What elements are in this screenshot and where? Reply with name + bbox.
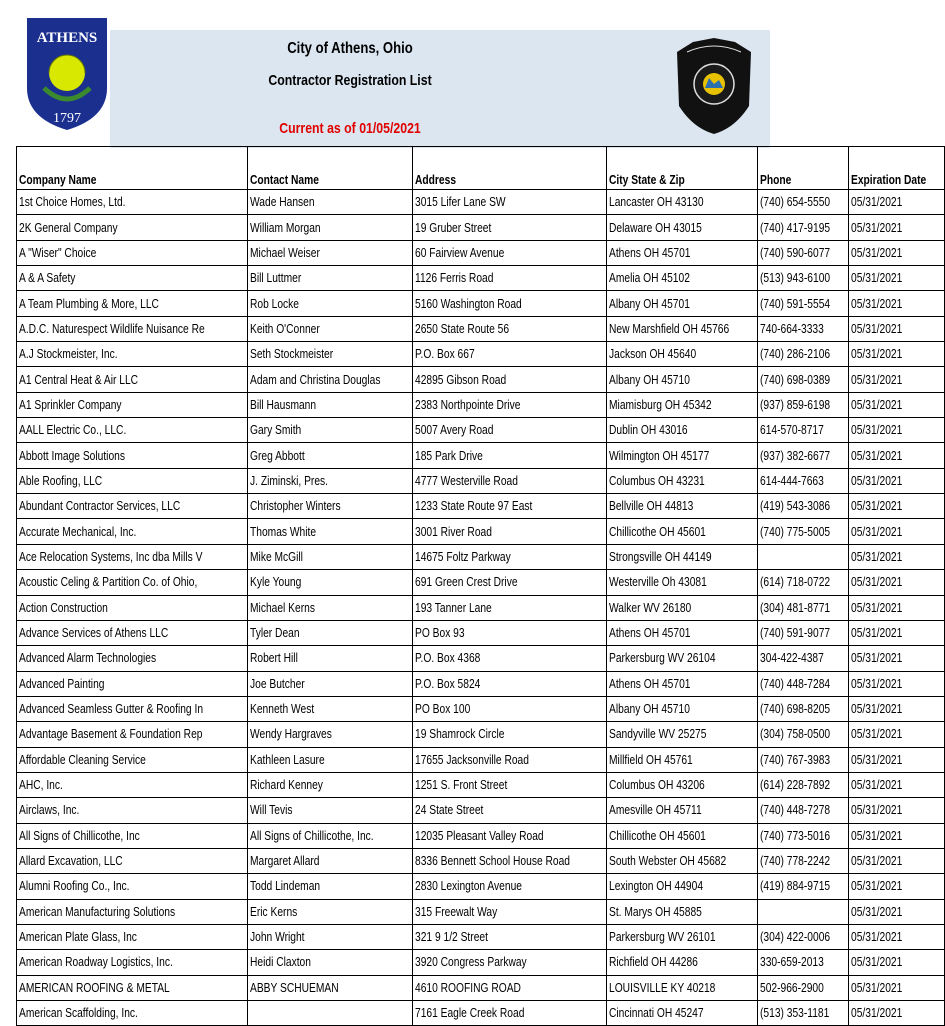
city-state-zip-cell: Athens OH 45701: [606, 620, 758, 645]
phone-cell: (740) 448-7284: [758, 671, 848, 696]
phone-cell: (740) 591-5554: [758, 291, 848, 316]
address-cell: 24 State Street: [412, 798, 606, 823]
company-name-cell: 2K General Company: [17, 215, 248, 240]
company-name-cell: Ace Relocation Systems, Inc dba Mills V: [17, 544, 248, 569]
contact-name-cell: Kenneth West: [248, 696, 412, 721]
table-row: [17, 899, 945, 924]
expiration-date-cell: 05/31/2021: [848, 240, 945, 265]
address-cell: PO Box 100: [412, 696, 606, 721]
expiration-date-cell: 05/31/2021: [848, 975, 945, 1000]
company-name-cell: A & A Safety: [17, 266, 248, 291]
expiration-date-cell: 05/31/2021: [848, 418, 945, 443]
expiration-date-cell: 05/31/2021: [848, 316, 945, 341]
table-row: [17, 190, 945, 215]
contractor-table: [16, 146, 945, 1026]
city-state-zip-cell: Chillicothe OH 45601: [606, 519, 758, 544]
company-name-cell: A.D.C. Naturespect Wildlife Nuisance Re: [17, 316, 248, 341]
page-title: City of Athens, Ohio: [287, 40, 413, 57]
phone-cell: (740) 773-5016: [758, 823, 848, 848]
table-row: [17, 646, 945, 671]
address-cell: 1251 S. Front Street: [412, 772, 606, 797]
table-row: [17, 443, 945, 468]
company-name-cell: Affordable Cleaning Service: [17, 747, 248, 772]
svg-text:ATHENS: ATHENS: [36, 30, 98, 46]
city-state-zip-cell: New Marshfield OH 45766: [606, 316, 758, 341]
city-state-zip-cell: St. Marys OH 45885: [606, 899, 758, 924]
phone-cell: (419) 543-3086: [758, 494, 848, 519]
table-row: [17, 240, 945, 265]
city-state-zip-cell: Amelia OH 45102: [606, 266, 758, 291]
city-state-zip-cell: LOUISVILLE KY 40218: [606, 975, 758, 1000]
expiration-date-cell: 05/31/2021: [848, 620, 945, 645]
phone-cell: 304-422-4387: [758, 646, 848, 671]
contact-name-cell: Wade Hansen: [248, 190, 412, 215]
svg-text:1797: 1797: [53, 111, 81, 126]
table-header-row: [17, 147, 945, 190]
contact-name-cell: Todd Lindeman: [248, 874, 412, 899]
expiration-date-cell: 05/31/2021: [848, 874, 945, 899]
city-state-zip-cell: South Webster OH 45682: [606, 848, 758, 873]
contact-name-cell: Adam and Christina Douglas: [248, 367, 412, 392]
address-cell: 3015 Lifer Lane SW: [412, 190, 606, 215]
address-cell: P.O. Box 667: [412, 342, 606, 367]
table-row: [17, 772, 945, 797]
company-name-cell: American Scaffolding, Inc.: [17, 1001, 248, 1026]
city-state-zip-cell: Amesville OH 45711: [606, 798, 758, 823]
address-cell: P.O. Box 5824: [412, 671, 606, 696]
address-cell: 2650 State Route 56: [412, 316, 606, 341]
table-body: [17, 190, 945, 1026]
company-name-cell: Advance Services of Athens LLC: [17, 620, 248, 645]
company-name-cell: A Team Plumbing & More, LLC: [17, 291, 248, 316]
contact-name-cell: J. Ziminski, Pres.: [248, 468, 412, 493]
expiration-date-cell: 05/31/2021: [848, 772, 945, 797]
expiration-date-cell: 05/31/2021: [848, 899, 945, 924]
phone-cell: (614) 228-7892: [758, 772, 848, 797]
expiration-date-cell: 05/31/2021: [848, 747, 945, 772]
address-cell: 5007 Avery Road: [412, 418, 606, 443]
expiration-date-cell: 05/31/2021: [848, 443, 945, 468]
table-row: [17, 975, 945, 1000]
address-cell: 19 Gruber Street: [412, 215, 606, 240]
expiration-date-cell: 05/31/2021: [848, 646, 945, 671]
table-row: [17, 722, 945, 747]
phone-cell: (513) 353-1181: [758, 1001, 848, 1026]
table-row: [17, 570, 945, 595]
phone-cell: 502-966-2900: [758, 975, 848, 1000]
city-state-zip-cell: Albany OH 45710: [606, 367, 758, 392]
contact-name-cell: John Wright: [248, 924, 412, 949]
company-name-cell: American Roadway Logistics, Inc.: [17, 950, 248, 975]
contact-name-cell: [248, 1001, 412, 1026]
table-row: [17, 544, 945, 569]
company-name-cell: American Manufacturing Solutions: [17, 899, 248, 924]
company-name-cell: Airclaws, Inc.: [17, 798, 248, 823]
city-state-zip-cell: Columbus OH 43206: [606, 772, 758, 797]
expiration-date-cell: 05/31/2021: [848, 215, 945, 240]
contact-name-cell: Robert Hill: [248, 646, 412, 671]
phone-cell: [758, 899, 848, 924]
address-cell: 691 Green Crest Drive: [412, 570, 606, 595]
phone-cell: (614) 718-0722: [758, 570, 848, 595]
page-subtitle: Contractor Registration List: [268, 72, 432, 89]
phone-cell: (937) 382-6677: [758, 443, 848, 468]
city-state-zip-cell: Albany OH 45710: [606, 696, 758, 721]
address-cell: 3001 River Road: [412, 519, 606, 544]
address-cell: 4777 Westerville Road: [412, 468, 606, 493]
address-cell: 17655 Jacksonville Road: [412, 747, 606, 772]
phone-cell: (740) 654-5550: [758, 190, 848, 215]
table-row: [17, 1001, 945, 1026]
table-row: [17, 823, 945, 848]
column-header-address: Address: [412, 147, 606, 190]
contact-name-cell: All Signs of Chillicothe, Inc.: [248, 823, 412, 848]
expiration-date-cell: 05/31/2021: [848, 570, 945, 595]
address-cell: 315 Freewalt Way: [412, 899, 606, 924]
city-state-zip-cell: Columbus OH 43231: [606, 468, 758, 493]
expiration-date-cell: 05/31/2021: [848, 494, 945, 519]
expiration-date-cell: 05/31/2021: [848, 291, 945, 316]
expiration-date-cell: 05/31/2021: [848, 190, 945, 215]
contact-name-cell: Heidi Claxton: [248, 950, 412, 975]
expiration-date-cell: 05/31/2021: [848, 696, 945, 721]
table-row: [17, 266, 945, 291]
column-header-phone: Phone: [758, 147, 848, 190]
city-state-zip-cell: Miamisburg OH 45342: [606, 392, 758, 417]
company-name-cell: American Plate Glass, Inc: [17, 924, 248, 949]
address-cell: 2383 Northpointe Drive: [412, 392, 606, 417]
address-cell: 5160 Washington Road: [412, 291, 606, 316]
table-row: [17, 392, 945, 417]
table-row: [17, 924, 945, 949]
column-header-contact: Contact Name: [248, 147, 412, 190]
company-name-cell: Action Construction: [17, 595, 248, 620]
table-row: [17, 696, 945, 721]
table-row: [17, 747, 945, 772]
phone-cell: (419) 884-9715: [758, 874, 848, 899]
phone-cell: (740) 590-6077: [758, 240, 848, 265]
contact-name-cell: Wendy Hargraves: [248, 722, 412, 747]
address-cell: 60 Fairview Avenue: [412, 240, 606, 265]
contact-name-cell: Keith O'Conner: [248, 316, 412, 341]
phone-cell: 740-664-3333: [758, 316, 848, 341]
address-cell: 1126 Ferris Road: [412, 266, 606, 291]
address-cell: 1233 State Route 97 East: [412, 494, 606, 519]
address-cell: 193 Tanner Lane: [412, 595, 606, 620]
contact-name-cell: Kathleen Lasure: [248, 747, 412, 772]
city-state-zip-cell: Dublin OH 43016: [606, 418, 758, 443]
table-row: [17, 620, 945, 645]
phone-cell: (740) 417-9195: [758, 215, 848, 240]
contact-name-cell: Bill Luttmer: [248, 266, 412, 291]
city-state-zip-cell: Albany OH 45701: [606, 291, 758, 316]
contact-name-cell: Greg Abbott: [248, 443, 412, 468]
expiration-date-cell: 05/31/2021: [848, 1001, 945, 1026]
contact-name-cell: Joe Butcher: [248, 671, 412, 696]
address-cell: 12035 Pleasant Valley Road: [412, 823, 606, 848]
company-name-cell: Advanced Painting: [17, 671, 248, 696]
phone-cell: 330-659-2013: [758, 950, 848, 975]
table-row: [17, 519, 945, 544]
expiration-date-cell: 05/31/2021: [848, 924, 945, 949]
expiration-date-cell: 05/31/2021: [848, 392, 945, 417]
company-name-cell: A1 Central Heat & Air LLC: [17, 367, 248, 392]
phone-cell: 614-570-8717: [758, 418, 848, 443]
phone-cell: (740) 775-5005: [758, 519, 848, 544]
expiration-date-cell: 05/31/2021: [848, 468, 945, 493]
current-as-of-date: Current as of 01/05/2021: [279, 120, 421, 137]
phone-cell: (740) 286-2106: [758, 342, 848, 367]
phone-cell: (740) 778-2242: [758, 848, 848, 873]
phone-cell: (304) 758-0500: [758, 722, 848, 747]
contact-name-cell: Christopher Winters: [248, 494, 412, 519]
city-state-zip-cell: Strongsville OH 44149: [606, 544, 758, 569]
table-row: [17, 215, 945, 240]
address-cell: 19 Shamrock Circle: [412, 722, 606, 747]
company-name-cell: Advantage Basement & Foundation Rep: [17, 722, 248, 747]
address-cell: P.O. Box 4368: [412, 646, 606, 671]
contact-name-cell: Michael Weiser: [248, 240, 412, 265]
contact-name-cell: ABBY SCHUEMAN: [248, 975, 412, 1000]
city-state-zip-cell: Sandyville WV 25275: [606, 722, 758, 747]
athens-seal-logo: [22, 18, 112, 130]
expiration-date-cell: 05/31/2021: [848, 950, 945, 975]
contact-name-cell: Richard Kenney: [248, 772, 412, 797]
city-state-zip-cell: Millfield OH 45761: [606, 747, 758, 772]
column-header-company: Company Name: [17, 147, 248, 190]
expiration-date-cell: 05/31/2021: [848, 266, 945, 291]
phone-cell: [758, 544, 848, 569]
company-name-cell: Alumni Roofing Co., Inc.: [17, 874, 248, 899]
company-name-cell: Acoustic Celing & Partition Co. of Ohio,: [17, 570, 248, 595]
contact-name-cell: Eric Kerns: [248, 899, 412, 924]
company-name-cell: 1st Choice Homes, Ltd.: [17, 190, 248, 215]
phone-cell: (740) 698-0389: [758, 367, 848, 392]
phone-cell: (304) 481-8771: [758, 595, 848, 620]
address-cell: 4610 ROOFING ROAD: [412, 975, 606, 1000]
table-row: [17, 874, 945, 899]
city-state-zip-cell: Lexington OH 44904: [606, 874, 758, 899]
contact-name-cell: Thomas White: [248, 519, 412, 544]
city-state-zip-cell: Athens OH 45701: [606, 671, 758, 696]
company-name-cell: A1 Sprinkler Company: [17, 392, 248, 417]
city-state-zip-cell: Richfield OH 44286: [606, 950, 758, 975]
contact-name-cell: Bill Hausmann: [248, 392, 412, 417]
city-state-zip-cell: Wilmington OH 45177: [606, 443, 758, 468]
company-name-cell: Accurate Mechanical, Inc.: [17, 519, 248, 544]
address-cell: 7161 Eagle Creek Road: [412, 1001, 606, 1026]
contact-name-cell: Gary Smith: [248, 418, 412, 443]
company-name-cell: Able Roofing, LLC: [17, 468, 248, 493]
table-row: [17, 798, 945, 823]
address-cell: 8336 Bennett School House Road: [412, 848, 606, 873]
company-name-cell: AHC, Inc.: [17, 772, 248, 797]
city-state-zip-cell: Walker WV 26180: [606, 595, 758, 620]
contact-name-cell: Margaret Allard: [248, 848, 412, 873]
company-name-cell: Advanced Seamless Gutter & Roofing In: [17, 696, 248, 721]
phone-cell: 614-444-7663: [758, 468, 848, 493]
table-row: [17, 342, 945, 367]
contact-name-cell: Seth Stockmeister: [248, 342, 412, 367]
column-header-city-state-zip: City State & Zip: [606, 147, 758, 190]
company-name-cell: Abbott Image Solutions: [17, 443, 248, 468]
table-row: [17, 316, 945, 341]
company-name-cell: Allard Excavation, LLC: [17, 848, 248, 873]
expiration-date-cell: 05/31/2021: [848, 848, 945, 873]
table-row: [17, 418, 945, 443]
table-row: [17, 291, 945, 316]
address-cell: 2830 Lexington Avenue: [412, 874, 606, 899]
address-cell: 14675 Foltz Parkway: [412, 544, 606, 569]
contact-name-cell: Tyler Dean: [248, 620, 412, 645]
city-state-zip-cell: Jackson OH 45640: [606, 342, 758, 367]
city-state-zip-cell: Parkersburg WV 26101: [606, 924, 758, 949]
table-row: [17, 367, 945, 392]
address-cell: 185 Park Drive: [412, 443, 606, 468]
table-row: [17, 671, 945, 696]
contact-name-cell: William Morgan: [248, 215, 412, 240]
table-row: [17, 950, 945, 975]
phone-cell: (740) 698-8205: [758, 696, 848, 721]
police-badge-logo: [675, 36, 753, 136]
table-row: [17, 468, 945, 493]
contact-name-cell: Kyle Young: [248, 570, 412, 595]
company-name-cell: AMERICAN ROOFING & METAL: [17, 975, 248, 1000]
city-state-zip-cell: Cincinnati OH 45247: [606, 1001, 758, 1026]
expiration-date-cell: 05/31/2021: [848, 519, 945, 544]
expiration-date-cell: 05/31/2021: [848, 823, 945, 848]
expiration-date-cell: 05/31/2021: [848, 595, 945, 620]
city-state-zip-cell: Parkersburg WV 26104: [606, 646, 758, 671]
city-state-zip-cell: Westerville Oh 43081: [606, 570, 758, 595]
expiration-date-cell: 05/31/2021: [848, 671, 945, 696]
contact-name-cell: Michael Kerns: [248, 595, 412, 620]
expiration-date-cell: 05/31/2021: [848, 342, 945, 367]
table-row: [17, 848, 945, 873]
phone-cell: (740) 448-7278: [758, 798, 848, 823]
company-name-cell: A.J Stockmeister, Inc.: [17, 342, 248, 367]
company-name-cell: Advanced Alarm Technologies: [17, 646, 248, 671]
column-header-expiration-date: Expiration Date: [848, 147, 945, 190]
phone-cell: (937) 859-6198: [758, 392, 848, 417]
company-name-cell: AALL Electric Co., LLC.: [17, 418, 248, 443]
expiration-date-cell: 05/31/2021: [848, 367, 945, 392]
phone-cell: (740) 767-3983: [758, 747, 848, 772]
expiration-date-cell: 05/31/2021: [848, 798, 945, 823]
city-state-zip-cell: Bellville OH 44813: [606, 494, 758, 519]
address-cell: 321 9 1/2 Street: [412, 924, 606, 949]
expiration-date-cell: 05/31/2021: [848, 722, 945, 747]
address-cell: 3920 Congress Parkway: [412, 950, 606, 975]
phone-cell: (513) 943-6100: [758, 266, 848, 291]
city-state-zip-cell: Chillicothe OH 45601: [606, 823, 758, 848]
table-row: [17, 494, 945, 519]
expiration-date-cell: 05/31/2021: [848, 544, 945, 569]
table-row: [17, 595, 945, 620]
contact-name-cell: Rob Locke: [248, 291, 412, 316]
contact-name-cell: Mike McGill: [248, 544, 412, 569]
address-cell: PO Box 93: [412, 620, 606, 645]
city-state-zip-cell: Athens OH 45701: [606, 240, 758, 265]
city-state-zip-cell: Delaware OH 43015: [606, 215, 758, 240]
phone-cell: (740) 591-9077: [758, 620, 848, 645]
contact-name-cell: Will Tevis: [248, 798, 412, 823]
company-name-cell: Abundant Contractor Services, LLC: [17, 494, 248, 519]
phone-cell: (304) 422-0006: [758, 924, 848, 949]
address-cell: 42895 Gibson Road: [412, 367, 606, 392]
city-state-zip-cell: Lancaster OH 43130: [606, 190, 758, 215]
company-name-cell: A "Wiser" Choice: [17, 240, 248, 265]
company-name-cell: All Signs of Chillicothe, Inc: [17, 823, 248, 848]
